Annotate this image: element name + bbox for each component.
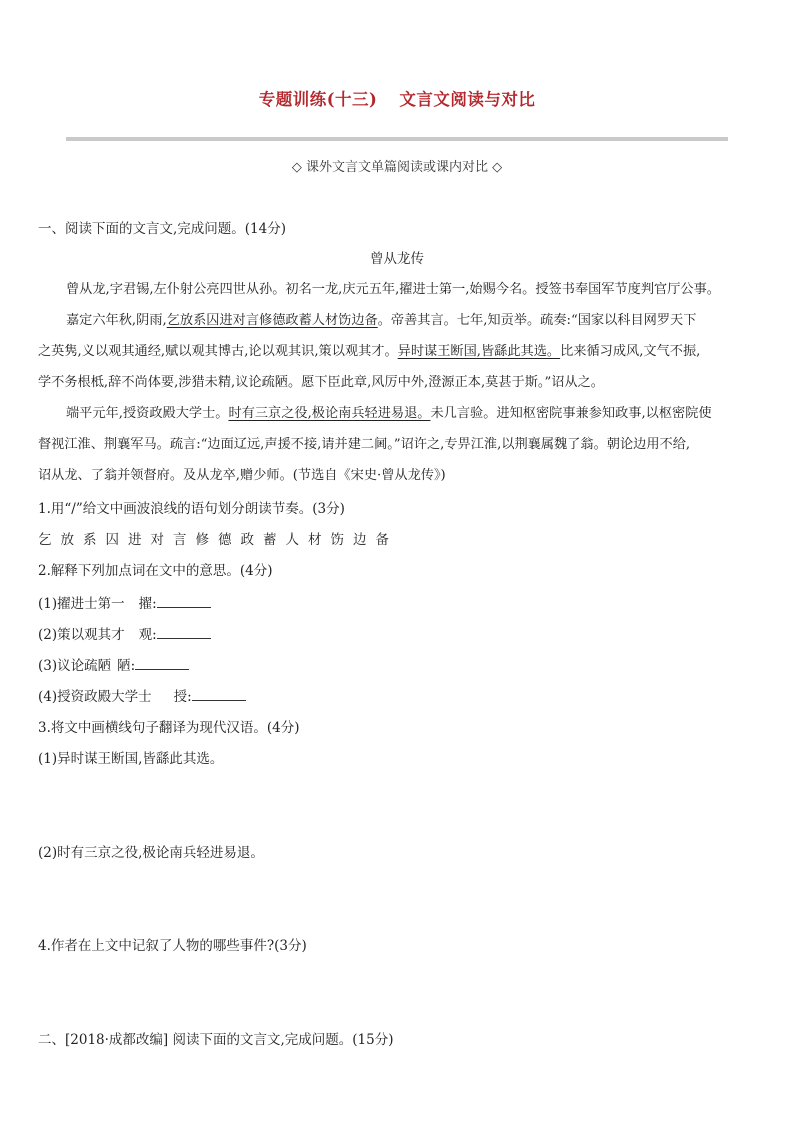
passage-paragraph-1: 曾从龙,字君锡,左仆射公亮四世从孙。初名一龙,庆元五年,擢进士第一,始赐今名。授签书奉国军节度判官厅公事。: [66, 282, 720, 297]
p2-text-b: 。帝善其言。七年,知贡举。疏奏:“国家以科目网罗天下: [377, 313, 697, 328]
seq-char: 人: [285, 532, 299, 548]
section2-heading: 二、[2018·成都改编] 阅读下面的文言文,完成问题。(15分): [38, 1032, 394, 1048]
question-2: 2.解释下列加点词在文中的意思。(4分): [38, 563, 273, 579]
seq-char: 进: [128, 532, 142, 548]
seq-char: 备: [375, 532, 389, 548]
answer-blank[interactable]: [192, 686, 246, 701]
q2-item-word: 授:: [173, 689, 192, 705]
seq-char: 德: [218, 532, 232, 548]
underlined-sentence-1: 异时谋王断国,皆繇此其选。: [397, 344, 561, 359]
seq-char: 放: [60, 532, 74, 548]
passage-paragraph-3-line-2: 督视江淮、荆襄军马。疏言:“边面辽远,声援不接,请并建二阃。”诏许之,专畀江淮,以荆襄属魏了翁。朝论边用不给,: [38, 437, 691, 452]
p3-text-a: 端平元年,授资政殿大学士。: [66, 406, 229, 421]
seq-char: 囚: [105, 532, 119, 548]
page-title: [0, 86, 794, 110]
seq-char: 修: [195, 532, 209, 548]
underlined-sentence-2: 时有三京之役,极论南兵轻进易退。: [228, 406, 431, 421]
answer-blank[interactable]: [135, 655, 189, 670]
passage-paragraph-3-line-3: 诏从龙、了翁并领督府。及从龙卒,赠少师。(节选自《宋史·曾从龙传》): [38, 468, 446, 483]
q2-item-word: 观:: [138, 627, 157, 643]
seq-char: 乞: [38, 532, 52, 548]
q2-item-phrase: (3)议论疏陋: [38, 658, 112, 674]
passage-paragraph-2-line-1: [66, 311, 696, 331]
seq-char: 对: [150, 532, 164, 548]
answer-blank[interactable]: [157, 624, 211, 639]
title-main: 专题训练(十三): [258, 90, 378, 109]
seq-char: 材: [308, 532, 322, 548]
q2-item-2: [38, 624, 211, 645]
passage-paragraph-2-line-2: [38, 342, 700, 362]
q2-item-3: [38, 655, 189, 676]
answer-blank[interactable]: [157, 593, 211, 608]
question-1: 1.用“/”给文中画波浪线的语句划分朗读节奏。(3分): [38, 501, 345, 517]
q2-item-1: [38, 593, 211, 614]
section1-heading: 一、阅读下面的文言文,完成问题。(14分): [38, 221, 287, 237]
p3-text-b: 未几言验。进知枢密院事兼参知政事,以枢密院使: [430, 406, 712, 421]
q3-sentence-2: (2)时有三京之役,极论南兵轻进易退。: [38, 845, 264, 861]
seq-char: 蓄: [263, 532, 277, 548]
q2-item-phrase: (1)擢进士第一: [38, 596, 125, 612]
q3-sentence-1: (1)异时谋王断国,皆繇此其选。: [38, 751, 224, 767]
q2-item-4: [38, 686, 246, 707]
q2-item-word: 擢:: [138, 596, 157, 612]
seq-char: 边: [353, 532, 367, 548]
q2-item-phrase: (4)授资政殿大学士: [38, 689, 152, 705]
seq-char: 政: [240, 532, 254, 548]
seq-char: 系: [83, 532, 97, 548]
rhythm-sequence: [38, 530, 398, 550]
passage-paragraph-2-line-3: 学不务根柢,辞不尚体要,涉猎未精,议论疏陋。愿下臣此章,风厉中外,澄源正本,莫甚于斯。”诏从之。: [38, 375, 604, 390]
section-subtitle: ◇ 课外文言文单篇阅读或课内对比 ◇: [291, 160, 503, 175]
question-4: 4.作者在上文中记叙了人物的哪些事件?(3分): [38, 938, 307, 954]
wavy-underlined-sentence: 乞放系囚进对言修德政蓄人材饬边备: [166, 313, 378, 328]
passage-title: 曾从龙传: [370, 251, 424, 267]
passage-paragraph-3-line-1: [66, 404, 712, 424]
p2-text-d: 比来循习成风,文气不振,: [560, 344, 701, 359]
title-sub: 文言文阅读与对比: [399, 90, 536, 109]
seq-char: 饬: [330, 532, 344, 548]
p2-text-a: 嘉定六年秋,阴雨,: [66, 313, 167, 328]
question-3: 3.将文中画横线句子翻译为现代汉语。(4分): [38, 720, 300, 736]
p2-text-c: 之英隽,义以观其通经,赋以观其博古,论以观其识,策以观其才。: [38, 344, 398, 359]
q2-item-phrase: (2)策以观其才: [38, 627, 125, 643]
title-divider: [66, 137, 728, 141]
seq-char: 言: [173, 532, 187, 548]
q2-item-word: 陋:: [117, 658, 136, 674]
